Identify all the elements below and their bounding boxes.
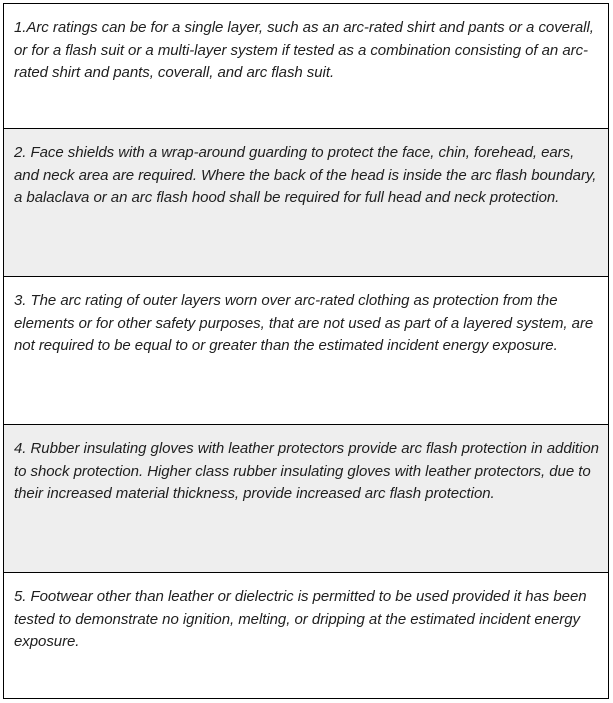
note-text-1: 1.Arc ratings can be for a single layer, such as an arc-rated shirt and pants or a coverall, or for a flash suit or a multi-layer system if tested as a combination consisting of an arc-rated shirt and pants, coverall, and arc flash suit. (14, 19, 594, 82)
note-row-4 (4, 425, 608, 573)
notes-table (3, 3, 609, 699)
note-row-3 (4, 277, 608, 425)
note-row-5 (4, 573, 608, 699)
note-row-2 (4, 129, 608, 277)
note-row-1 (4, 4, 608, 129)
note-text-3: 3. The arc rating of outer layers worn over arc-rated clothing as protection from the elements or for other safety purposes, that are not used as part of a layered system, are not required to be equal to or greater than the estimated incident energy exposure. (14, 292, 594, 355)
note-text-5: 5. Footwear other than leather or dielectric is permitted to be used provided it has been tested to demonstrate no ignition, melting, or dripping at the estimated incident energy exposure. (14, 588, 587, 651)
note-text-2: 2. Face shields with a wrap-around guarding to protect the face, chin, forehead, ears, and neck area are required. Where the back of the head is inside the arc flash boundary, a balaclava or an arc flash hood shall be required for full head and neck protection. (14, 144, 597, 207)
note-text-4: 4. Rubber insulating gloves with leather protectors provide arc flash protection in addition to shock protection. Higher class rubber insulating gloves with leather protectors, due to their increased material thickness, provide increased arc flash protection. (14, 440, 599, 503)
